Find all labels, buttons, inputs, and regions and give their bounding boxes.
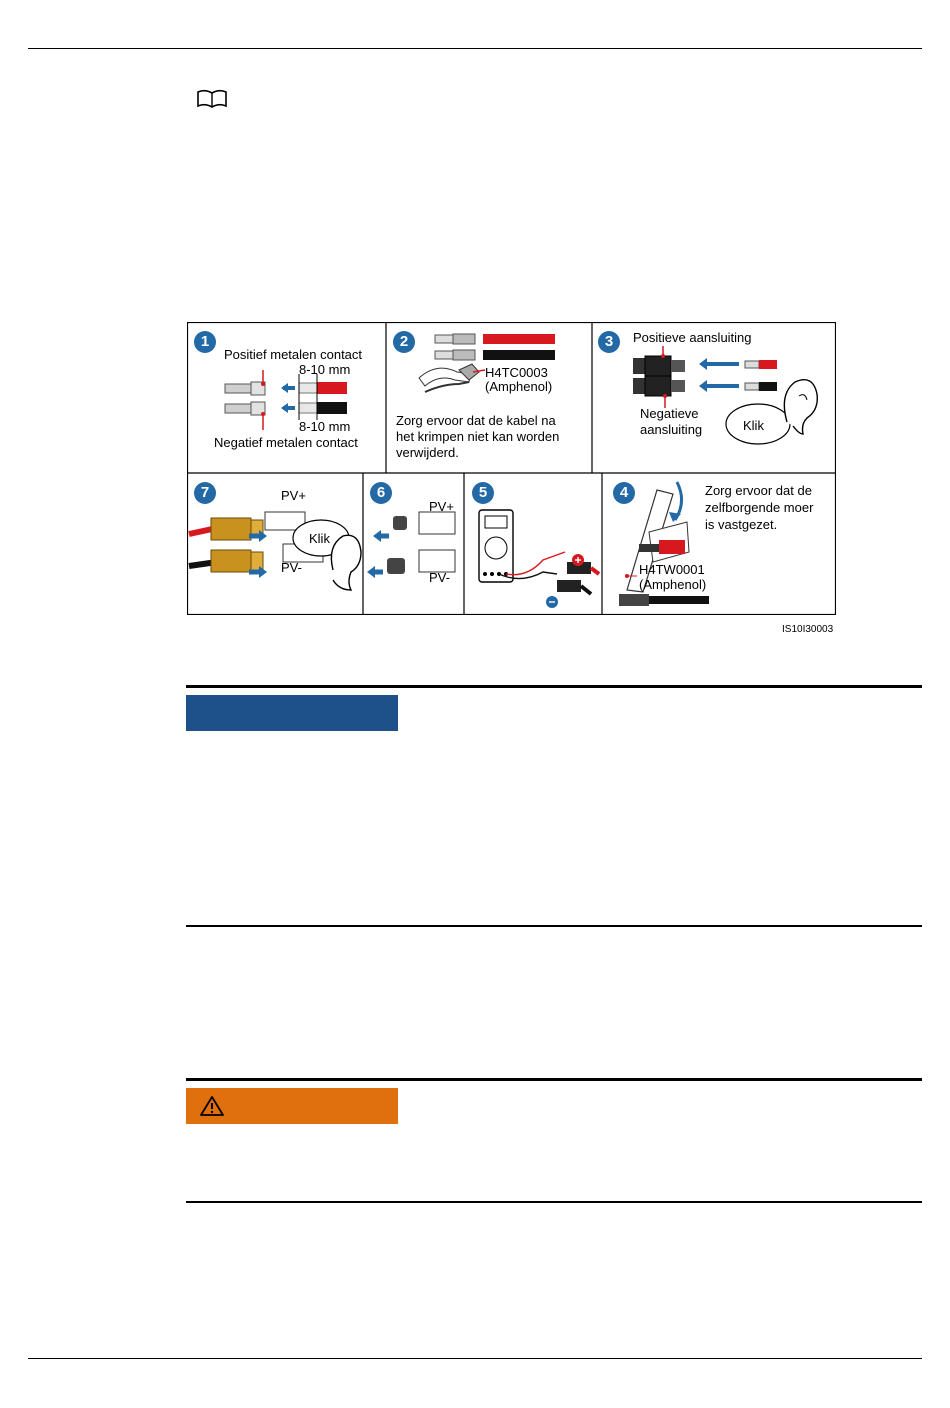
positive-contact-label: Positief metalen contact <box>224 347 363 362</box>
measure-top-label: 8-10 mm <box>299 362 351 377</box>
step-7-badge: 7 <box>194 482 216 504</box>
pv-minus-label-panel-7: PV- <box>281 560 302 575</box>
crimp-tool-brand: (Amphenol) <box>485 379 553 394</box>
step-4-badge: 4 <box>613 482 635 504</box>
negative-connector-label-line-2: aansluiting <box>640 422 703 437</box>
warning-bottom-rule <box>186 1201 922 1203</box>
spanner-tool-name: H4TW0001 <box>639 562 705 577</box>
notice-bottom-rule <box>186 925 922 927</box>
negative-connector-label-line-1: Negatieve <box>640 406 699 421</box>
step-6-badge: 6 <box>370 482 392 504</box>
crimp-note-line-2: het krimpen niet kan worden <box>396 429 560 444</box>
crimp-note-line-3: verwijderd. <box>396 445 459 460</box>
negative-contact-label: Negatief metalen contact <box>214 435 358 450</box>
warning-triangle-icon <box>199 1095 225 1117</box>
crimp-tool-name: H4TC0003 <box>485 365 548 380</box>
connector-assembly-figure <box>187 322 836 615</box>
notice-badge <box>186 695 398 731</box>
warning-top-rule <box>186 1078 922 1081</box>
step-5-badge: 5 <box>472 482 494 504</box>
crimp-note-line-1: Zorg ervoor dat de kabel na <box>396 413 556 428</box>
pv-plus-label-panel-7: PV+ <box>281 488 306 503</box>
nut-note-line-3: is vastgezet. <box>705 517 778 532</box>
positive-connector-label: Positieve aansluiting <box>633 330 752 345</box>
pv-minus-label-panel-6: PV- <box>429 570 450 585</box>
nut-note-line-2: zelfborgende moer <box>705 500 814 515</box>
nut-note-line-1: Zorg ervoor dat de <box>705 483 812 498</box>
spanner-tool-brand: (Amphenol) <box>639 577 707 592</box>
measure-bottom-label: 8-10 mm <box>299 419 351 434</box>
click-label-panel-7: Klik <box>309 531 330 546</box>
step-2-badge: 2 <box>393 331 415 353</box>
step-1-badge: 1 <box>194 331 216 353</box>
notice-top-rule <box>186 685 922 688</box>
click-label-panel-3: Klik <box>743 418 764 433</box>
book-icon <box>196 89 228 109</box>
figure-id: IS10I30003 <box>782 624 834 635</box>
header-rule <box>28 48 922 49</box>
step-3-badge: 3 <box>598 331 620 353</box>
footer-rule <box>28 1358 922 1359</box>
pv-plus-label-panel-6: PV+ <box>429 499 454 514</box>
